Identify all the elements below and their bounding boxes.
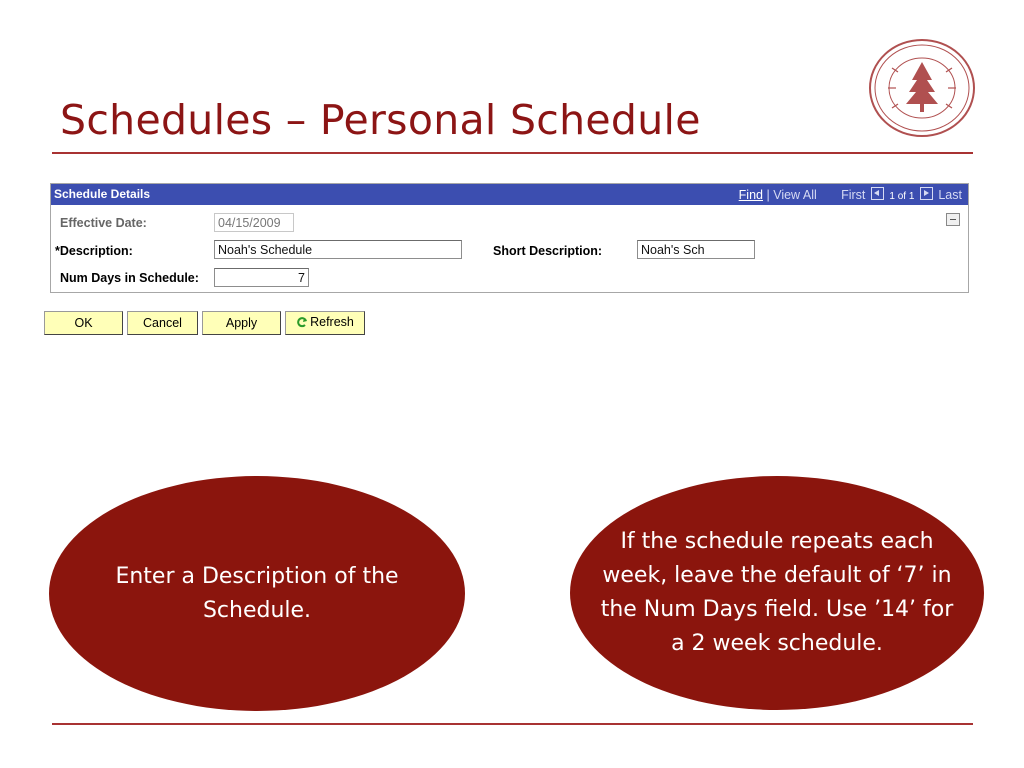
university-seal-icon [868, 38, 976, 138]
apply-button[interactable]: Apply [202, 311, 281, 335]
next-arrow-icon[interactable] [920, 187, 933, 200]
num-days-input[interactable]: 7 [214, 268, 309, 287]
first-link[interactable]: First [841, 188, 866, 202]
num-days-callout-text: If the schedule repeats each week, leave the default of ‘7’ in the Num Days field. Use ’14’ for a 2 week schedule. [600, 529, 954, 656]
collapse-icon[interactable] [946, 213, 960, 226]
ok-button[interactable]: OK [44, 311, 123, 335]
short-description-input[interactable]: Noah's Sch [637, 240, 755, 259]
refresh-button[interactable] [285, 311, 365, 335]
last-link[interactable]: Last [938, 188, 962, 202]
view-all-link[interactable]: View All [773, 188, 817, 202]
previous-arrow-icon[interactable] [871, 187, 884, 200]
schedule-details-panel [50, 183, 969, 293]
panel-navigation [739, 187, 962, 202]
description-callout [49, 476, 465, 711]
description-callout-text: Enter a Description of the Schedule. [115, 563, 399, 623]
refresh-button-label: Refresh [310, 315, 354, 329]
short-description-label: Short Description: [493, 244, 603, 258]
refresh-icon [296, 316, 308, 328]
num-days-label: Num Days in Schedule: [60, 271, 199, 285]
description-label: *Description: [55, 244, 133, 258]
panel-header [51, 184, 968, 205]
description-input[interactable]: Noah's Schedule [214, 240, 462, 259]
slide-title: Schedules – Personal Schedule [60, 96, 701, 144]
num-days-callout [570, 476, 984, 710]
footer-divider [52, 723, 973, 725]
row-range: 1 of 1 [889, 191, 915, 202]
effective-date-field: 04/15/2009 [214, 213, 294, 232]
nav-separator: | [766, 188, 770, 202]
find-link[interactable]: Find [738, 188, 763, 202]
title-divider [52, 152, 973, 154]
cancel-button[interactable]: Cancel [127, 311, 198, 335]
panel-title: Schedule Details [54, 187, 151, 201]
effective-date-label: Effective Date: [60, 216, 147, 230]
